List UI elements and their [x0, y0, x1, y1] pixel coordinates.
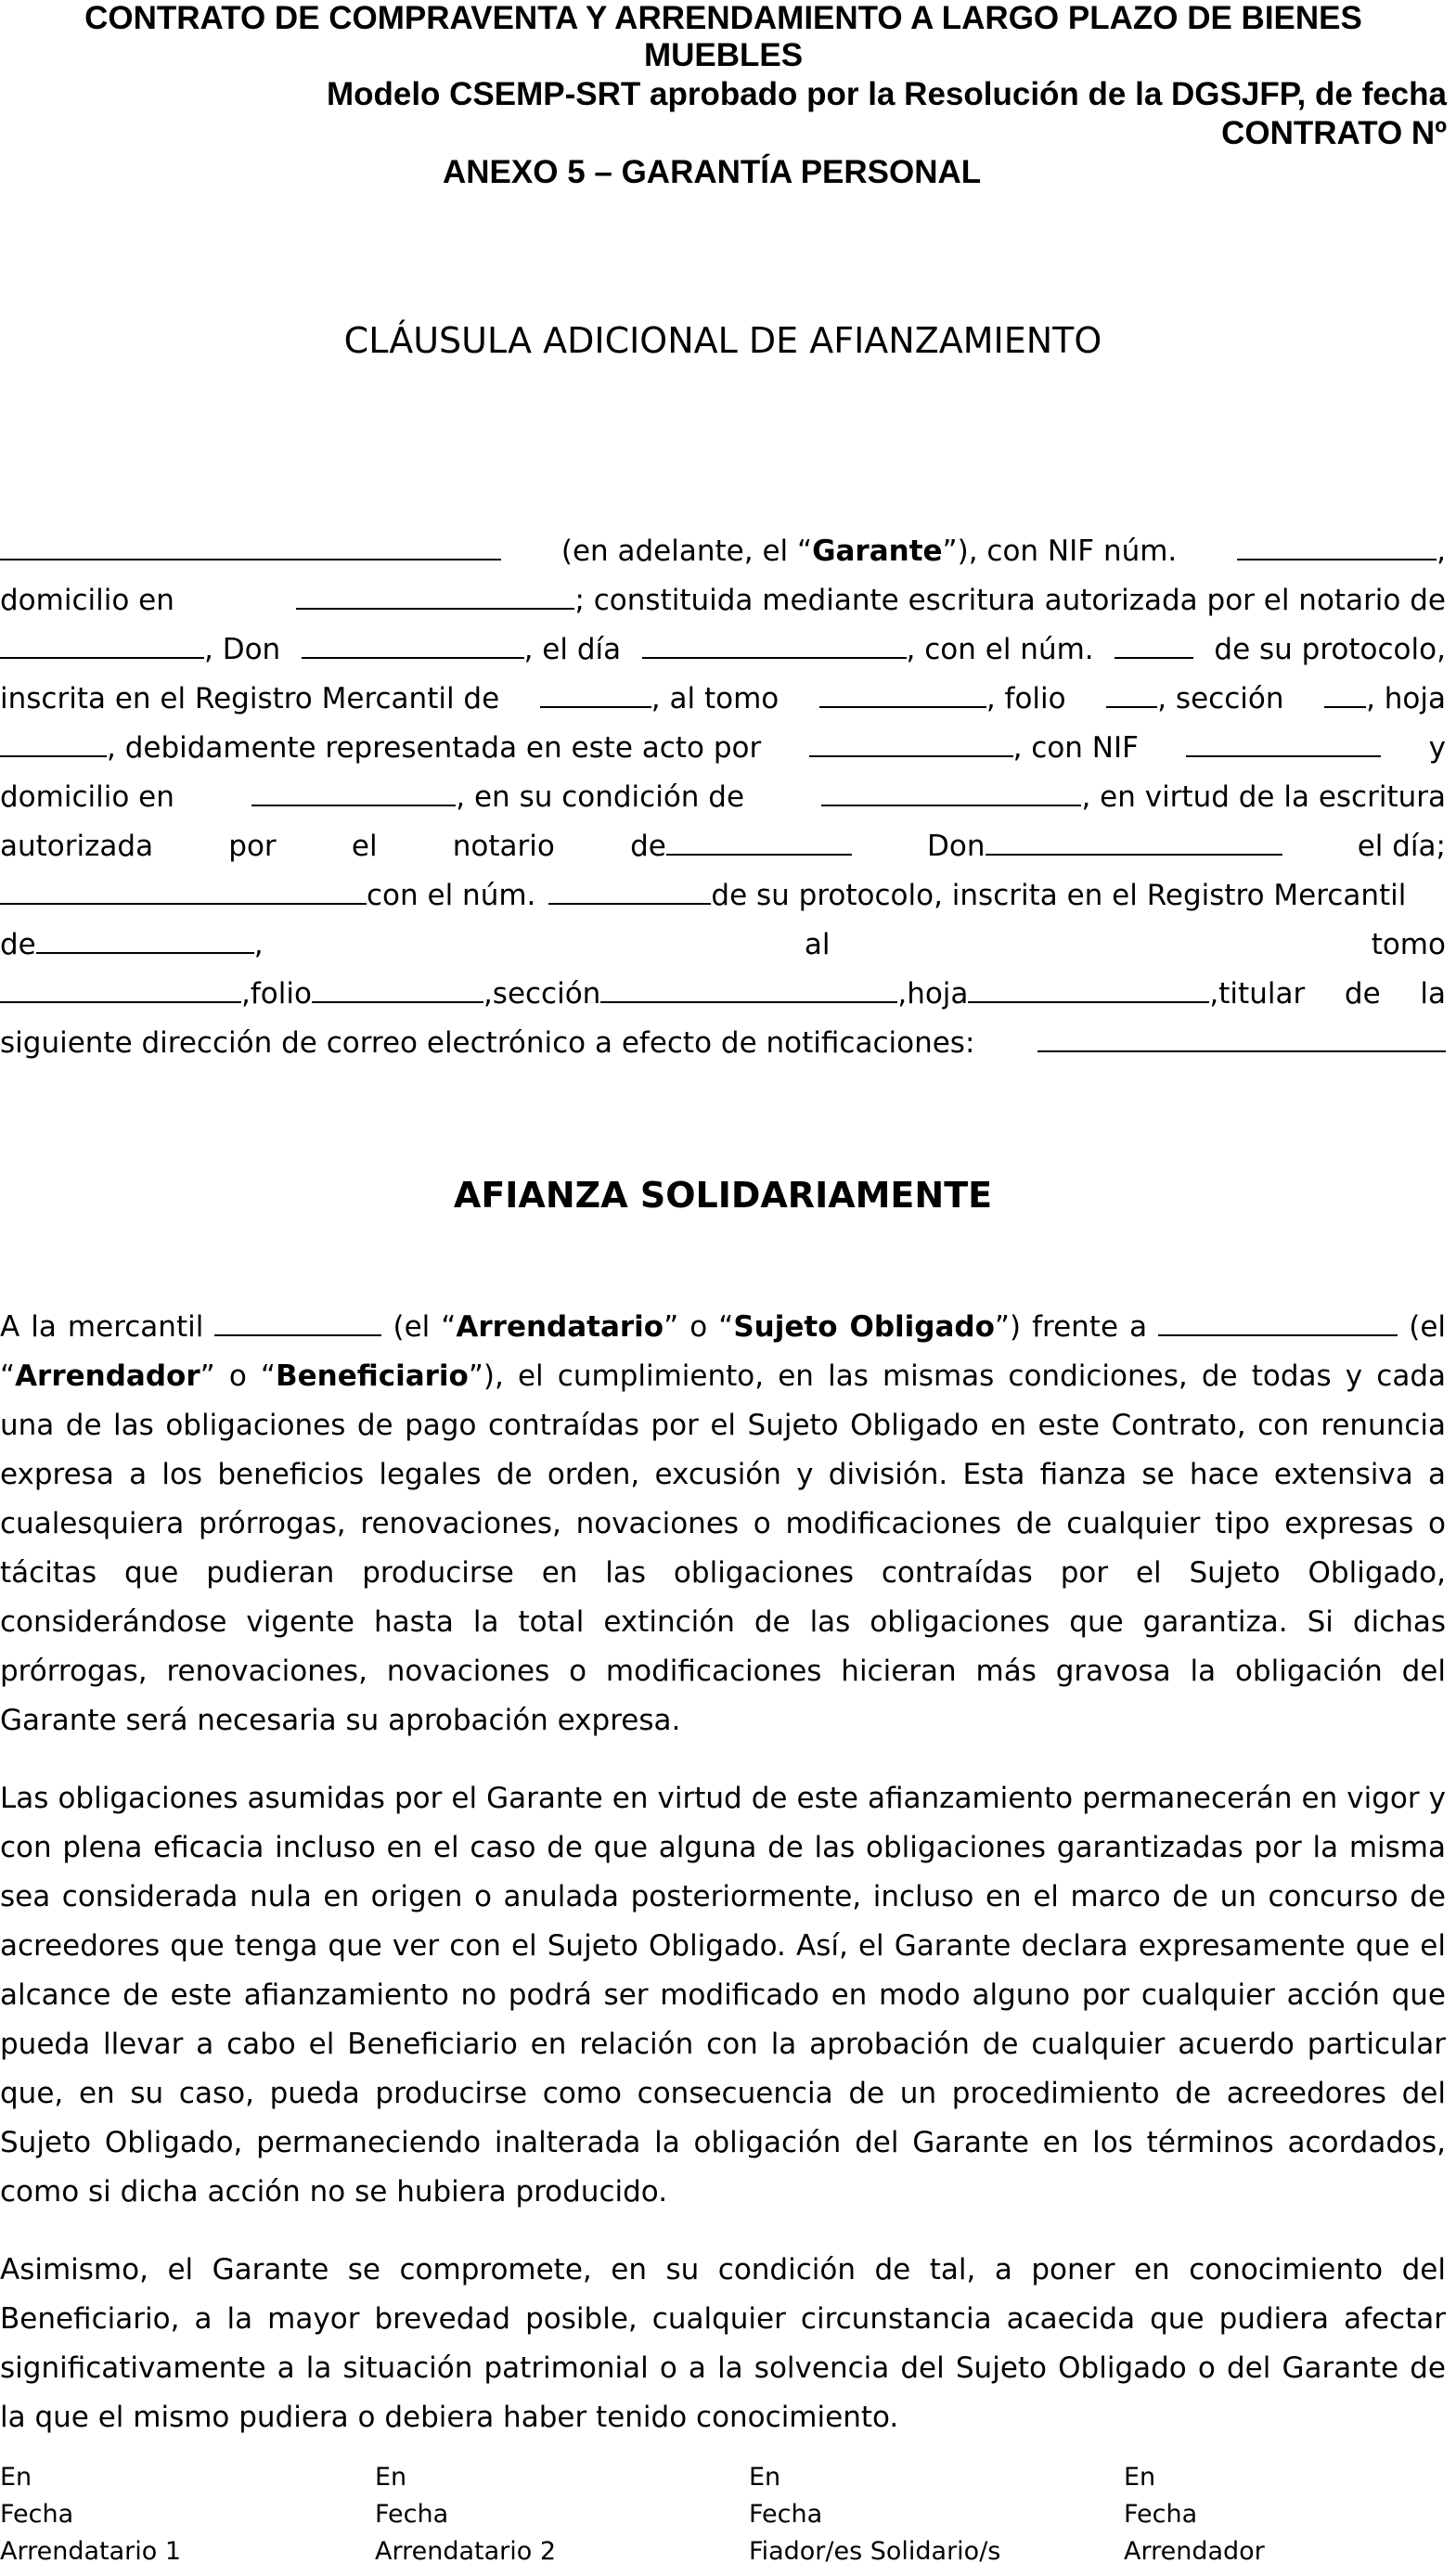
guarantor-line-7	[0, 822, 1446, 871]
text: , debidamente representada en este acto por	[107, 731, 762, 765]
text: , sección	[1157, 682, 1284, 715]
signature-column-arrendatario-1	[0, 2459, 181, 2570]
text: por	[228, 830, 277, 863]
date-label: Fecha	[1124, 2500, 1198, 2529]
deed-registry-blank[interactable]	[36, 930, 254, 954]
text: ,sección	[483, 977, 601, 1011]
guarantor-line-4	[0, 675, 1446, 724]
text: de	[1344, 977, 1381, 1011]
lessor-blank[interactable]	[1158, 1312, 1398, 1336]
beneficiario-term: Beneficiario	[275, 1359, 469, 1393]
text: y	[1428, 731, 1446, 765]
arrendatario-term: Arrendatario	[456, 1310, 664, 1344]
signature-column-fiador	[749, 2459, 1000, 2570]
text: (el “	[0, 1310, 1446, 1393]
guarantor-line-6	[0, 773, 1446, 822]
guarantor-line-11	[0, 1019, 1446, 1068]
text: ,folio	[241, 977, 312, 1011]
guarantor-line-3	[0, 625, 1446, 675]
text: tomo	[1371, 928, 1446, 961]
contract-number-label: CONTRATO Nº	[1221, 115, 1447, 151]
text: autorizada	[0, 830, 154, 863]
text: notario	[452, 830, 555, 863]
deed-hoja-blank[interactable]	[968, 979, 1209, 1003]
text: , el día	[523, 633, 622, 666]
nif-blank[interactable]	[1237, 536, 1437, 560]
text: domicilio en	[0, 584, 174, 617]
section-title: AFIANZA SOLIDARIAMENTE	[453, 1175, 993, 1216]
guarantee-paragraph-1	[0, 1303, 1446, 1745]
registry-blank[interactable]	[540, 684, 651, 708]
text: ” o “	[664, 1310, 734, 1344]
text: de	[630, 830, 666, 863]
representative-address-blank[interactable]	[251, 782, 456, 806]
guarantor-line-10	[0, 970, 1446, 1019]
text: con el núm.	[367, 879, 536, 912]
text: ,	[1437, 535, 1446, 568]
role-label: Fiador/es Solidario/s	[749, 2537, 1001, 2566]
date-blank[interactable]	[642, 635, 907, 659]
sujeto-obligado-term: Sujeto Obligado	[733, 1310, 995, 1344]
text: ,titular	[1209, 977, 1306, 1011]
document-title-continued: MUEBLES	[643, 37, 804, 73]
guarantor-line-2	[0, 576, 1446, 625]
text: , en virtud de la escritura	[1081, 780, 1446, 814]
text: , al tomo	[651, 682, 780, 715]
guarantor-line-9	[0, 921, 1446, 970]
guarantee-paragraph-2: Las obligaciones asumidas por el Garante en virtud de este afianzamiento permanecerán en vigor y con plena eficacia incluso en el caso de que alguna de las obligaciones garantizadas por la misma sea considerada nula en origen o anulada posteriormente, incluso en el marco de un concurso de acreedores que tenga que ver con el Sujeto Obligado. Así, el Garante declara expresamente que el alcance de este afianzamiento no podrá ser modificado en modo alguno por cualquier acción que pueda llevar a cabo el Beneficiario en relación con la aprobación de cualquier acuerdo particular que, en su caso, pueda producirse como consecuencia de un procedimiento de acreedores del Sujeto Obligado, permaneciendo inalterada la obligación del Garante en los términos acordados, como si dicha acción no se hubiera producido.	[0, 1782, 1446, 2209]
text: (el “	[393, 1310, 457, 1344]
capacity-blank[interactable]	[821, 782, 1081, 806]
annex-title: ANEXO 5 – GARANTÍA PERSONAL	[443, 154, 982, 190]
text: domicilio en	[0, 780, 174, 814]
address-blank[interactable]	[296, 586, 574, 610]
deed-don-blank[interactable]	[986, 831, 1282, 856]
date-label: Fecha	[0, 2500, 74, 2529]
text: , Don	[204, 633, 281, 666]
model-reference: Modelo CSEMP-SRT aprobado por la Resolución de la DGSJFP, de fecha	[326, 76, 1447, 112]
text: inscrita en el Registro Mercantil de	[0, 682, 500, 715]
text: A la mercantil	[0, 1310, 204, 1344]
text: ”), con NIF núm.	[942, 535, 1178, 568]
text: la	[1420, 977, 1446, 1011]
company-blank[interactable]	[214, 1312, 381, 1336]
text: ” o “	[200, 1359, 276, 1393]
text: ,	[253, 928, 264, 961]
deed-notary-blank[interactable]	[666, 831, 852, 856]
text: ”), el cumplimiento, en las mismas condiciones, de todas y cada una de las obligaciones de pago contraídas por el Sujeto Obligado en este Contrato, con renuncia expresa a los beneficios legales de orden, excusión y división. Esta fianza se hace extensiva a cualesquiera prórrogas, renovaciones, novaciones o modificaciones de cualquier tipo expresas o tácitas que pudieran producirse en las obligaciones contraídas por el Sujeto Obligado, considerándose vigente hasta la total extinción de las obligaciones que garantiza. Si dichas prórrogas, renovaciones, novaciones o modificaciones hicieran más gravosa la obligación del Garante será necesaria su aprobación expresa.	[0, 1359, 1447, 1737]
deed-folio-blank[interactable]	[312, 979, 483, 1003]
deed-date-blank[interactable]	[0, 881, 367, 905]
deed-protocol-blank[interactable]	[548, 881, 711, 905]
text: de su protocolo, inscrita en el Registro Mercantil	[711, 879, 1407, 912]
text: ”) frente a	[994, 1310, 1148, 1344]
deed-seccion-blank[interactable]	[600, 979, 897, 1003]
text: ,hoja	[897, 977, 969, 1011]
email-blank[interactable]	[1037, 1028, 1446, 1052]
guarantor-line-8	[0, 871, 1446, 921]
text: de	[0, 928, 36, 961]
tomo-blank[interactable]	[819, 684, 986, 708]
hoja-blank[interactable]	[0, 733, 107, 757]
text: , con el núm.	[906, 633, 1094, 666]
date-label: Fecha	[375, 2500, 449, 2529]
place-label: En	[0, 2463, 32, 2492]
don-blank[interactable]	[302, 635, 524, 659]
role-label: Arrendatario 1	[0, 2537, 182, 2566]
representative-nif-blank[interactable]	[1186, 733, 1381, 757]
guarantor-term: Garante	[812, 535, 943, 568]
arrendador-term: Arrendador	[15, 1359, 200, 1393]
text: ; constituida mediante escritura autorizada por el notario de	[574, 584, 1446, 617]
folio-blank[interactable]	[1106, 684, 1157, 708]
clause-title: CLÁUSULA ADICIONAL DE AFIANZAMIENTO	[343, 320, 1102, 361]
guarantee-paragraph-3: Asimismo, el Garante se compromete, en su condición de tal, a poner en conocimiento del Beneficiario, a la mayor brevedad posible, cualquier circunstancia acaecida que pudiera afectar significativamente a la situación patrimonial o a la solvencia del Sujeto Obligado o del Garante de la que el mismo pudiera o debiera haber tenido conocimiento.	[0, 2253, 1446, 2434]
text: , con NIF	[1012, 731, 1139, 765]
seccion-blank[interactable]	[1324, 684, 1366, 708]
date-label: Fecha	[749, 2500, 823, 2529]
signature-column-arrendatario-2	[375, 2459, 556, 2570]
text: siguiente dirección de correo electrónico a efecto de notificaciones:	[0, 1026, 975, 1060]
place-label: En	[749, 2463, 781, 2492]
deed-tomo-blank[interactable]	[0, 979, 241, 1003]
text: , folio	[986, 682, 1066, 715]
protocol-number-blank[interactable]	[1115, 635, 1193, 659]
text: el	[351, 830, 378, 863]
text: el día;	[1357, 830, 1446, 863]
text: , en su condición de	[456, 780, 745, 814]
role-label: Arrendador	[1124, 2537, 1265, 2566]
role-label: Arrendatario 2	[375, 2537, 557, 2566]
signature-column-arrendador	[1124, 2459, 1265, 2570]
guarantor-line-5	[0, 724, 1446, 773]
notary-blank[interactable]	[0, 635, 204, 659]
guarantor-name-blank[interactable]	[0, 536, 501, 560]
guarantor-line-1	[0, 527, 1446, 576]
representative-blank[interactable]	[809, 733, 1013, 757]
text: Don	[927, 830, 986, 863]
document-title: CONTRATO DE COMPRAVENTA Y ARRENDAMIENTO A LARGO PLAZO DE BIENES	[84, 0, 1362, 36]
text: al	[804, 928, 831, 961]
text: (en adelante, el “	[560, 535, 813, 568]
text: de su protocolo,	[1214, 633, 1446, 666]
place-label: En	[1124, 2463, 1156, 2492]
place-label: En	[375, 2463, 407, 2492]
text: , hoja	[1366, 682, 1446, 715]
